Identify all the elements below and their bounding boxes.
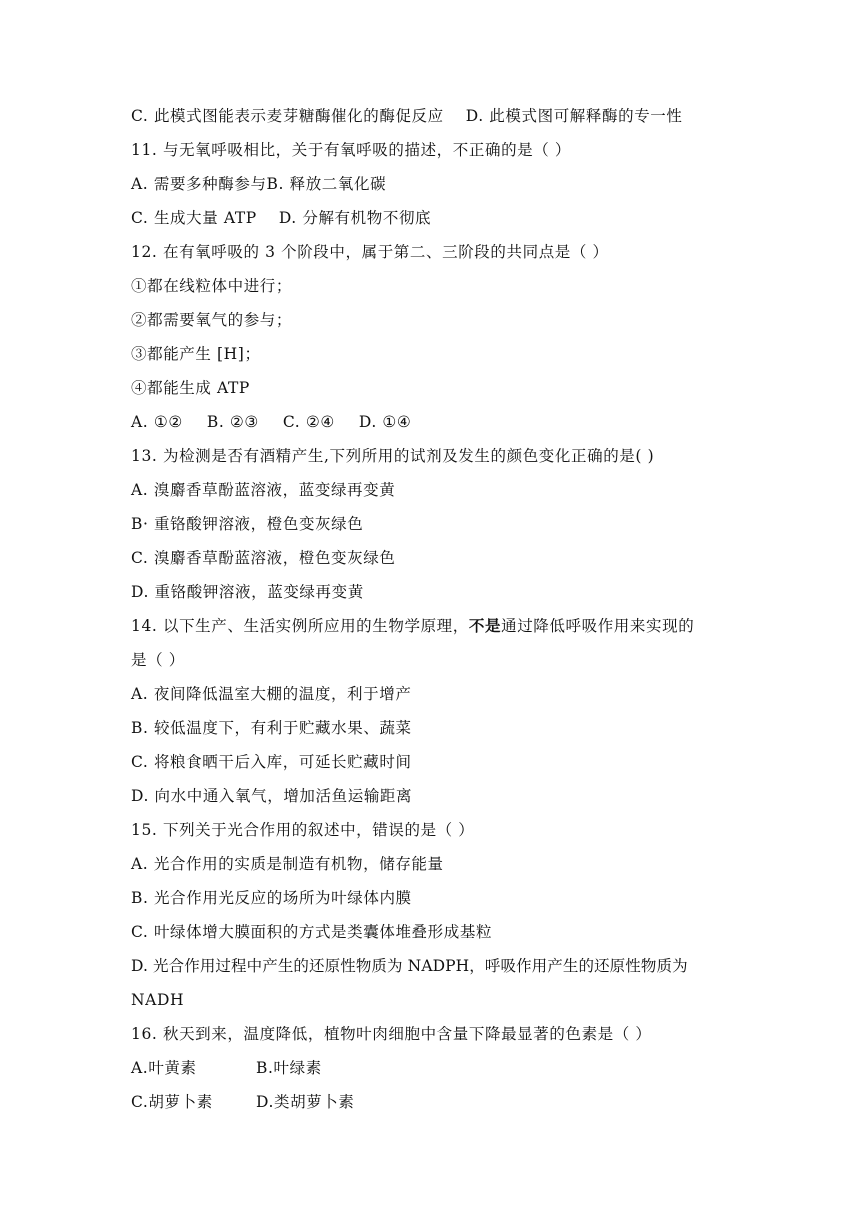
q12-option-b: B. ②③: [206, 413, 259, 431]
q13-option-b: B· 重铬酸钾溶液，橙色变灰绿色: [131, 515, 364, 533]
q13-option-c: C. 溴麝香草酚蓝溶液，橙色变灰绿色: [131, 549, 396, 567]
q14-stem: [131, 616, 751, 636]
q11-options-ab: A. 需要多种酶参与B. 释放二氧化碳: [131, 175, 387, 193]
q15-option-a: A. 光合作用的实质是制造有机物，储存能量: [131, 855, 444, 873]
q14-stem-line2: 是（ ）: [131, 651, 185, 669]
q12-item-3: ③都能产生 [H]；: [131, 345, 261, 363]
q12-option-a: A. ①②: [131, 413, 183, 431]
q14-stem-after: 通过降低呼吸作用来实现的: [501, 617, 695, 635]
q11-option-d: D. 分解有机物不彻底: [278, 209, 432, 227]
q10-option-d: D. 此模式图可解释酶的专一性: [465, 107, 683, 125]
q14-option-b: B. 较低温度下，有利于贮藏水果、蔬菜: [131, 719, 412, 737]
q14-option-c: C. 将粮食晒干后入库，可延长贮藏时间: [131, 753, 412, 771]
q13-stem: 13. 为检测是否有酒精产生,下列所用的试剂及发生的颜色变化正确的是( ): [131, 447, 655, 465]
q14-option-d: D. 向水中通入氧气，增加活鱼运输距离: [131, 787, 413, 805]
q16-option-d: D.类胡萝卜素: [256, 1093, 355, 1111]
q12-item-2: ②都需要氧气的参与；: [131, 311, 293, 329]
q15-option-d-line1: D. 光合作用过程中产生的还原性物质为 NADPH，呼吸作用产生的还原性物质为: [131, 957, 688, 975]
q10-option-c: C. 此模式图能表示麦芽糖酶催化的酶促反应: [131, 107, 444, 125]
q10-options-cd: [131, 106, 751, 126]
q15-option-d-line2: NADH: [131, 991, 185, 1009]
q13-option-a: A. 溴麝香草酚蓝溶液，蓝变绿再变黄: [131, 481, 396, 499]
q12-options: [131, 412, 751, 432]
q14-stem-before: 14. 以下生产、生活实例所应用的生物学原理，: [131, 617, 469, 635]
q12-option-d: D. ①④: [358, 413, 412, 431]
q12-item-1: ①都在线粒体中进行；: [131, 277, 293, 295]
q14-option-a: A. 夜间降低温室大棚的温度，利于增产: [131, 685, 412, 703]
q12-item-4: ④都能生成 ATP: [131, 379, 250, 397]
q15-option-c: C. 叶绿体增大膜面积的方式是类囊体堆叠形成基粒: [131, 923, 493, 941]
q11-option-c: C. 生成大量 ATP: [131, 209, 257, 227]
q15-option-b: B. 光合作用光反应的场所为叶绿体内膜: [131, 889, 412, 907]
q11-options-cd: [131, 208, 751, 228]
q16-option-a: A.叶黄素: [131, 1059, 197, 1077]
q14-stem-emphasis: 不是: [468, 616, 502, 635]
q12-option-c: C. ②④: [282, 413, 335, 431]
q15-stem: 15. 下列关于光合作用的叙述中，错误的是（ ）: [131, 821, 475, 839]
q16-options-cd: [131, 1092, 751, 1112]
q16-options-ab: [131, 1058, 751, 1078]
q11-stem: 11. 与无氧呼吸相比，关于有氧呼吸的描述，不正确的是（ ）: [131, 141, 572, 159]
q13-option-d: D. 重铬酸钾溶液，蓝变绿再变黄: [131, 583, 364, 601]
q12-stem: 12. 在有氧呼吸的 3 个阶段中，属于第二、三阶段的共同点是（ ）: [131, 243, 609, 261]
q16-stem: 16. 秋天到来，温度降低，植物叶肉细胞中含量下降最显著的色素是（ ）: [131, 1025, 652, 1043]
q16-option-b: B.叶绿素: [256, 1059, 322, 1077]
q16-option-c: C.胡萝卜素: [131, 1093, 213, 1111]
